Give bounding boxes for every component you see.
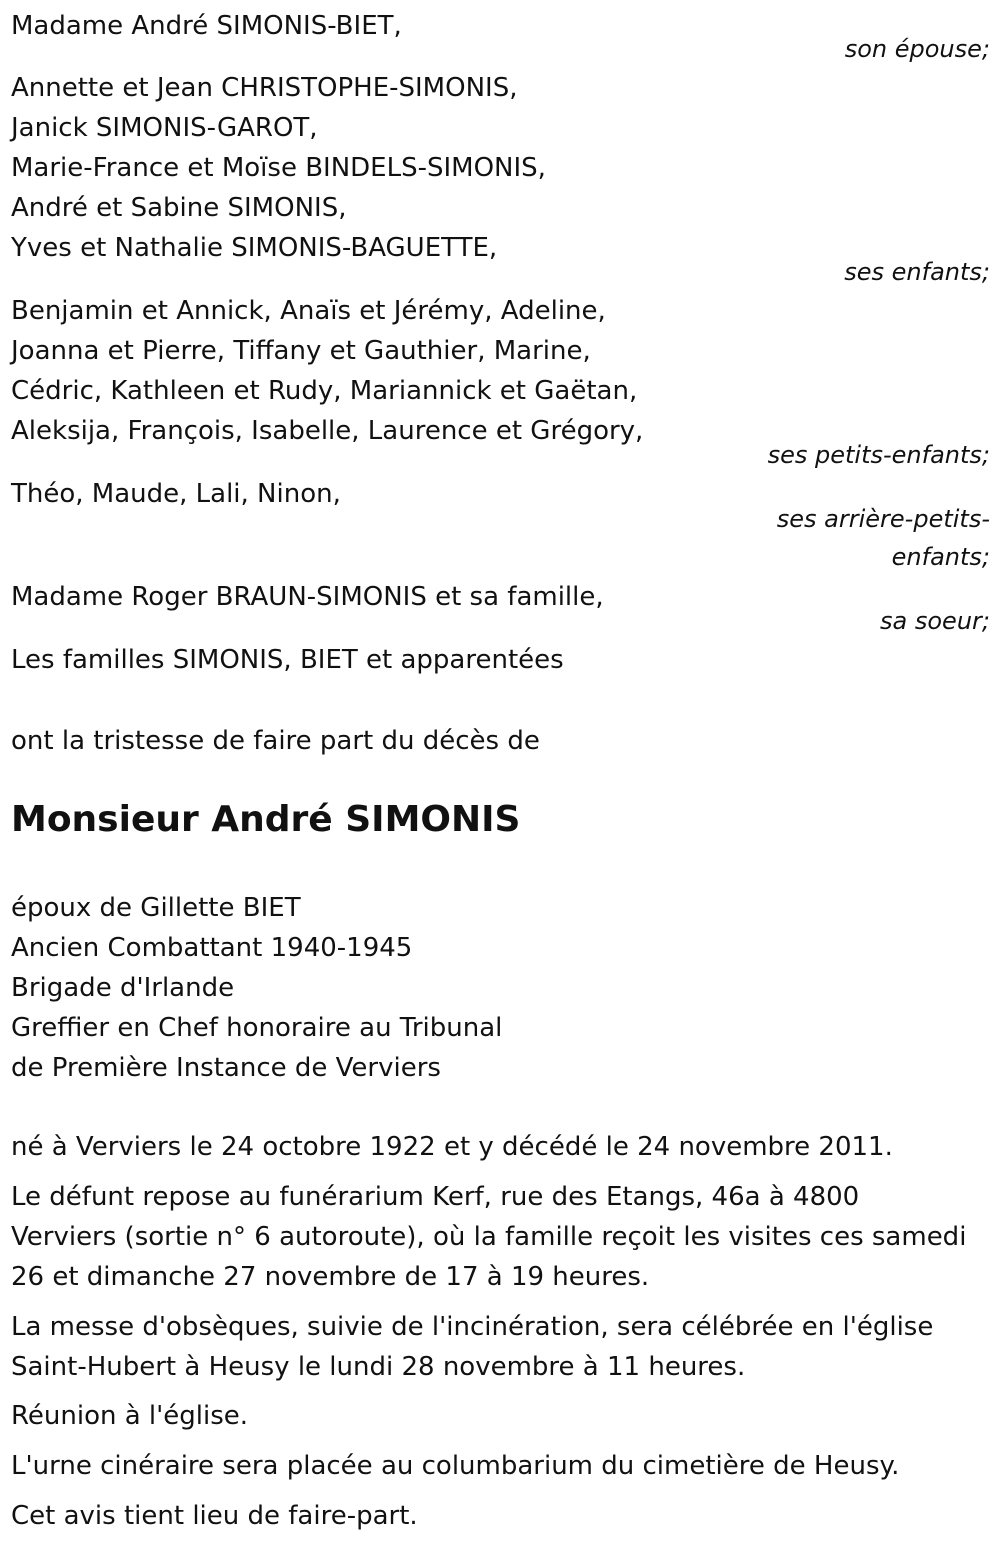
repose-line: Le défunt repose au funérarium Kerf, rue des Etangs, 46a à 4800 (11, 1182, 860, 1212)
sister-role: sa soeur; (880, 607, 990, 635)
child-line: Janick SIMONIS-GAROT, (11, 113, 318, 143)
urne-line: L'urne cinéraire sera placée au columbarium du cimetière de Heusy. (11, 1451, 900, 1481)
title-line: de Première Instance de Verviers (11, 1053, 441, 1083)
child-line: André et Sabine SIMONIS, (11, 193, 347, 223)
grandchild-line: Cédric, Kathleen et Rudy, Mariannick et Gaëtan, (11, 376, 638, 406)
title-line: Ancien Combattant 1940-1945 (11, 933, 413, 963)
spouse-role: son épouse; (844, 35, 990, 63)
repose-line: 26 et dimanche 27 novembre de 17 à 19 heures. (11, 1262, 650, 1292)
grandchild-line: Aleksija, François, Isabelle, Laurence et Grégory, (11, 416, 644, 446)
deceased-name: Monsieur André SIMONIS (11, 799, 521, 840)
faire-part-line: Cet avis tient lieu de faire-part. (11, 1501, 418, 1531)
grandchildren-role: ses petits-enfants; (767, 441, 990, 469)
messe-line: Saint-Hubert à Heusy le lundi 28 novembre à 11 heures. (11, 1352, 746, 1382)
announcement-line: ont la tristesse de faire part du décès de (11, 726, 540, 756)
grandchild-line: Benjamin et Annick, Anaïs et Jérémy, Adeline, (11, 296, 606, 326)
child-line: Marie-France et Moïse BINDELS-SIMONIS, (11, 153, 546, 183)
reunion-line: Réunion à l'église. (11, 1401, 249, 1431)
repose-line: Verviers (sortie n° 6 autoroute), où la famille reçoit les visites ces samedi (11, 1222, 967, 1252)
messe-line: La messe d'obsèques, suivie de l'incinération, sera célébrée en l'église (11, 1312, 934, 1342)
families-line: Les familles SIMONIS, BIET et apparentées (11, 645, 564, 675)
sister-name: Madame Roger BRAUN-SIMONIS et sa famille, (11, 582, 604, 612)
child-line: Annette et Jean CHRISTOPHE-SIMONIS, (11, 73, 518, 103)
grandchild-line: Joanna et Pierre, Tiffany et Gauthier, Marine, (11, 336, 591, 366)
great-grandchildren-role-1: ses arrière-petits- (776, 505, 990, 533)
great-grandchildren-names: Théo, Maude, Lali, Ninon, (11, 479, 341, 509)
title-line: époux de Gillette BIET (11, 893, 301, 923)
great-grandchildren-role-2: enfants; (891, 543, 990, 571)
title-line: Greffier en Chef honoraire au Tribunal (11, 1013, 503, 1043)
child-line: Yves et Nathalie SIMONIS-BAGUETTE, (11, 233, 498, 263)
title-line: Brigade d'Irlande (11, 973, 235, 1003)
birth-death-line: né à Verviers le 24 octobre 1922 et y décédé le 24 novembre 2011. (11, 1132, 893, 1162)
children-role: ses enfants; (844, 258, 990, 286)
spouse-name: Madame André SIMONIS-BIET, (11, 11, 402, 41)
